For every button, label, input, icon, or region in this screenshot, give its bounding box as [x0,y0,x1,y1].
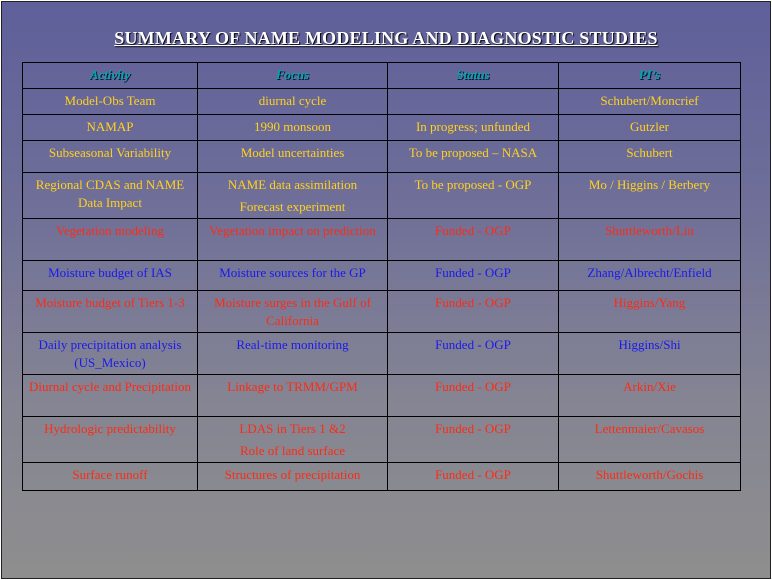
table-row [23,219,741,261]
cell-status: To be proposed – NASA [388,141,559,173]
cell-status: To be proposed - OGP [388,173,559,219]
table-row [23,261,741,291]
header-row [23,63,741,89]
cell-focus [198,417,388,463]
header-focus: Focus [198,63,388,89]
cell-pis: Arkin/Xie [559,375,741,417]
table-row [23,463,741,491]
cell-focus-line1: LDAS in Tiers 1 &2 [239,421,346,436]
cell-pis: Lettenmaier/Cavasos [559,417,741,463]
cell-pis: Mo / Higgins / Berbery [559,173,741,219]
slide-title: SUMMARY OF NAME MODELING AND DIAGNOSTIC STUDIES [114,28,658,48]
cell-pis: Schubert [559,141,741,173]
table-row [23,173,741,219]
table-row [23,291,741,333]
cell-activity: Moisture budget of Tiers 1-3 [23,291,198,333]
cell-focus-line1: NAME data assimilation [227,177,358,192]
cell-focus: Moisture sources for the GP [198,261,388,291]
cell-pis: Higgins/Shi [559,333,741,375]
cell-pis: Higgins/Yang [559,291,741,333]
cell-status: Funded - OGP [388,375,559,417]
cell-focus: Model uncertainties [198,141,388,173]
cell-focus: Moisture surges in the Gulf of California [198,291,388,333]
cell-status: Funded - OGP [388,219,559,261]
cell-status: Funded - OGP [388,261,559,291]
studies-table [22,62,741,491]
cell-focus: 1990 monsoon [198,115,388,141]
cell-pis: Shuttleworth/Liu [559,219,741,261]
cell-pis: Shuttleworth/Gochis [559,463,741,491]
cell-activity: Daily precipitation analysis (US_Mexico) [23,333,198,375]
cell-focus: Real-time monitoring [198,333,388,375]
cell-focus: Structures of precipitation [198,463,388,491]
slide [1,1,771,579]
cell-activity: Regional CDAS and NAME Data Impact [23,173,198,219]
cell-status: Funded - OGP [388,463,559,491]
header-pis: PI’s [559,63,741,89]
cell-pis: Zhang/Albrecht/Enfield [559,261,741,291]
cell-status: Funded - OGP [388,291,559,333]
cell-activity: Surface runoff [23,463,198,491]
table-row [23,141,741,173]
cell-focus: Linkage to TRMM/GPM [198,375,388,417]
cell-activity: Diurnal cycle and Precipitation [23,375,198,417]
cell-focus: Vegetation impact on prediction [198,219,388,261]
table-row [23,375,741,417]
cell-focus [198,173,388,219]
cell-activity: Hydrologic predictability [23,417,198,463]
cell-activity: NAMAP [23,115,198,141]
table-row [23,89,741,115]
cell-pis: Schubert/Moncrief [559,89,741,115]
header-status: Status [388,63,559,89]
cell-status: Funded - OGP [388,333,559,375]
cell-activity: Subseasonal Variability [23,141,198,173]
cell-focus: diurnal cycle [198,89,388,115]
cell-focus-line2: Forecast experiment [239,199,346,214]
header-activity: Activity [23,63,198,89]
cell-status: Funded - OGP [388,417,559,463]
cell-pis: Gutzler [559,115,741,141]
cell-status [388,89,559,115]
table-row [23,115,741,141]
table-row [23,417,741,463]
cell-activity: Moisture budget of IAS [23,261,198,291]
table-row [23,333,741,375]
cell-status: In progress; unfunded [388,115,559,141]
cell-activity: Model-Obs Team [23,89,198,115]
cell-focus-line2: Role of land surface [239,443,346,458]
cell-activity: Vegetation modeling [23,219,198,261]
